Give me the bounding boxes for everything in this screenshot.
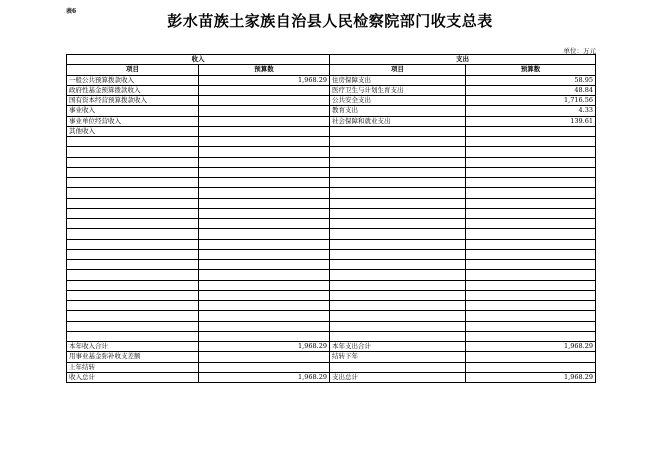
prior-year-value (199, 362, 330, 372)
blank-row (67, 270, 596, 280)
carry-forward-value (466, 352, 596, 362)
empty-cell (330, 208, 466, 218)
blank-row (67, 137, 596, 147)
empty-cell (330, 157, 466, 167)
blank-row (67, 198, 596, 208)
expense-item (330, 126, 466, 136)
table-row (67, 126, 596, 136)
empty-cell (199, 167, 330, 177)
empty-cell (330, 331, 466, 341)
blank-row (67, 280, 596, 290)
expense-total-label: 支出总计 (330, 372, 466, 382)
empty-cell (330, 270, 466, 280)
empty-cell (466, 249, 596, 259)
empty-cell (67, 167, 199, 177)
page-title: 彭水苗族土家族自治县人民检察院部门收支总表 (167, 12, 493, 30)
blank-row (67, 311, 596, 321)
expense-item: 住房保障支出 (330, 75, 466, 85)
grand-total-row (67, 372, 596, 382)
blank-row (67, 249, 596, 259)
year-expense-label: 本年支出合计 (330, 342, 466, 352)
blank-row (67, 188, 596, 198)
empty-cell (67, 270, 199, 280)
expense-value: 58.95 (466, 75, 596, 85)
income-item: 政府性基金预算拨款收入 (67, 85, 199, 95)
empty-cell (330, 260, 466, 270)
empty-cell (67, 198, 199, 208)
fund-balance-label: 用事业基金弥补收支差额 (67, 352, 199, 362)
expense-value: 1,716.56 (466, 96, 596, 106)
table-row (67, 106, 596, 116)
year-total-row (67, 342, 596, 352)
empty-cell (466, 229, 596, 239)
expense-value: 4.33 (466, 106, 596, 116)
blank-row (67, 157, 596, 167)
expense-item-header: 项目 (330, 65, 466, 75)
empty-cell (466, 188, 596, 198)
expense-header: 支出 (330, 55, 596, 65)
column-header-row (67, 65, 596, 75)
table-number: 表6 (66, 8, 77, 15)
empty-cell (199, 137, 330, 147)
empty-cell (199, 229, 330, 239)
fund-balance-value (199, 352, 330, 362)
empty-cell (199, 208, 330, 218)
empty-cell (330, 147, 466, 157)
blank-row (67, 208, 596, 218)
empty-cell (67, 208, 199, 218)
empty-cell (67, 137, 199, 147)
blank-row (67, 147, 596, 157)
carry-forward-label: 结转下年 (330, 352, 466, 362)
empty-cell (67, 249, 199, 259)
income-item: 事业单位经营收入 (67, 116, 199, 126)
empty-cell (330, 137, 466, 147)
empty-cell (199, 249, 330, 259)
income-value (199, 96, 330, 106)
empty-cell (330, 188, 466, 198)
income-total-value: 1,968.29 (199, 372, 330, 382)
empty-cell (466, 208, 596, 218)
empty-cell (67, 188, 199, 198)
expense-item: 公共安全支出 (330, 96, 466, 106)
expense-total-value: 1,968.29 (466, 372, 596, 382)
empty-cell (466, 239, 596, 249)
empty-cell (67, 239, 199, 249)
blank-row (67, 260, 596, 270)
blank-row (67, 239, 596, 249)
empty-cell (67, 280, 199, 290)
empty-cell (466, 157, 596, 167)
income-total-label: 收入总计 (67, 372, 199, 382)
empty-cell (330, 229, 466, 239)
empty-cell (466, 290, 596, 300)
blank-row (67, 229, 596, 239)
expense-value: 48.84 (466, 85, 596, 95)
blank-row (67, 301, 596, 311)
fund-balance-row (67, 352, 596, 362)
empty-cell (330, 290, 466, 300)
empty-cell (466, 280, 596, 290)
year-income-label: 本年收入合计 (67, 342, 199, 352)
empty-cell (330, 198, 466, 208)
empty-cell (466, 260, 596, 270)
empty-cell (466, 178, 596, 188)
blank-row (67, 331, 596, 341)
empty-cell (330, 167, 466, 177)
empty-cell (330, 249, 466, 259)
expense-value: 139.61 (466, 116, 596, 126)
empty-cell (466, 198, 596, 208)
empty-cell (199, 321, 330, 331)
empty-cell (466, 219, 596, 229)
prior-year-row (67, 362, 596, 372)
empty-cell (199, 157, 330, 167)
empty-cell (199, 301, 330, 311)
empty-cell (466, 137, 596, 147)
blank-row (67, 167, 596, 177)
empty-cell (67, 321, 199, 331)
income-budget-header: 预算数 (199, 65, 330, 75)
empty-cell (199, 311, 330, 321)
empty-cell (67, 331, 199, 341)
empty-cell (67, 290, 199, 300)
empty-cell (67, 301, 199, 311)
empty-cell (67, 178, 199, 188)
empty-cell (67, 147, 199, 157)
empty-cell (67, 229, 199, 239)
table-row (67, 116, 596, 126)
income-value (199, 126, 330, 136)
empty-cell (199, 147, 330, 157)
income-item-header: 项目 (67, 65, 199, 75)
empty-cell (67, 311, 199, 321)
income-item: 其他收入 (67, 126, 199, 136)
prior-year-label: 上年结转 (67, 362, 199, 372)
empty-cell (466, 331, 596, 341)
empty-cell (67, 157, 199, 167)
empty-cell (199, 219, 330, 229)
empty-cell (199, 239, 330, 249)
income-item: 事业收入 (67, 106, 199, 116)
table-row (67, 85, 596, 95)
income-item: 一般公共预算拨款收入 (67, 75, 199, 85)
empty-cell (330, 219, 466, 229)
table-row (67, 75, 596, 85)
expense-value (466, 126, 596, 136)
budget-summary-table (66, 54, 596, 383)
empty-cell (330, 239, 466, 249)
empty-cell (330, 321, 466, 331)
income-value (199, 116, 330, 126)
empty-cell (330, 362, 466, 372)
income-value (199, 85, 330, 95)
empty-cell (199, 178, 330, 188)
empty-cell (199, 188, 330, 198)
empty-cell (199, 260, 330, 270)
blank-row (67, 290, 596, 300)
empty-cell (466, 147, 596, 157)
expense-budget-header: 预算数 (466, 65, 596, 75)
unit-label: 单位：万元 (563, 47, 596, 55)
empty-cell (199, 270, 330, 280)
blank-row (67, 321, 596, 331)
empty-cell (466, 311, 596, 321)
empty-cell (466, 167, 596, 177)
empty-cell (199, 331, 330, 341)
empty-cell (199, 280, 330, 290)
empty-cell (466, 301, 596, 311)
empty-cell (466, 321, 596, 331)
empty-cell (466, 362, 596, 372)
empty-cell (67, 219, 199, 229)
expense-item: 教育支出 (330, 106, 466, 116)
year-expense-value: 1,968.29 (466, 342, 596, 352)
empty-cell (330, 178, 466, 188)
empty-cell (330, 280, 466, 290)
blank-row (67, 219, 596, 229)
expense-item: 社会保障和就业支出 (330, 116, 466, 126)
empty-cell (330, 301, 466, 311)
empty-cell (466, 270, 596, 280)
income-value: 1,968.29 (199, 75, 330, 85)
income-value (199, 106, 330, 116)
empty-cell (67, 260, 199, 270)
income-header: 收入 (67, 55, 330, 65)
expense-item: 医疗卫生与计划生育支出 (330, 85, 466, 95)
empty-cell (199, 290, 330, 300)
blank-row (67, 178, 596, 188)
empty-cell (330, 311, 466, 321)
table-row (67, 96, 596, 106)
income-item: 国有资本经营预算拨款收入 (67, 96, 199, 106)
year-income-value: 1,968.29 (199, 342, 330, 352)
section-header-row (67, 55, 596, 65)
empty-cell (199, 198, 330, 208)
